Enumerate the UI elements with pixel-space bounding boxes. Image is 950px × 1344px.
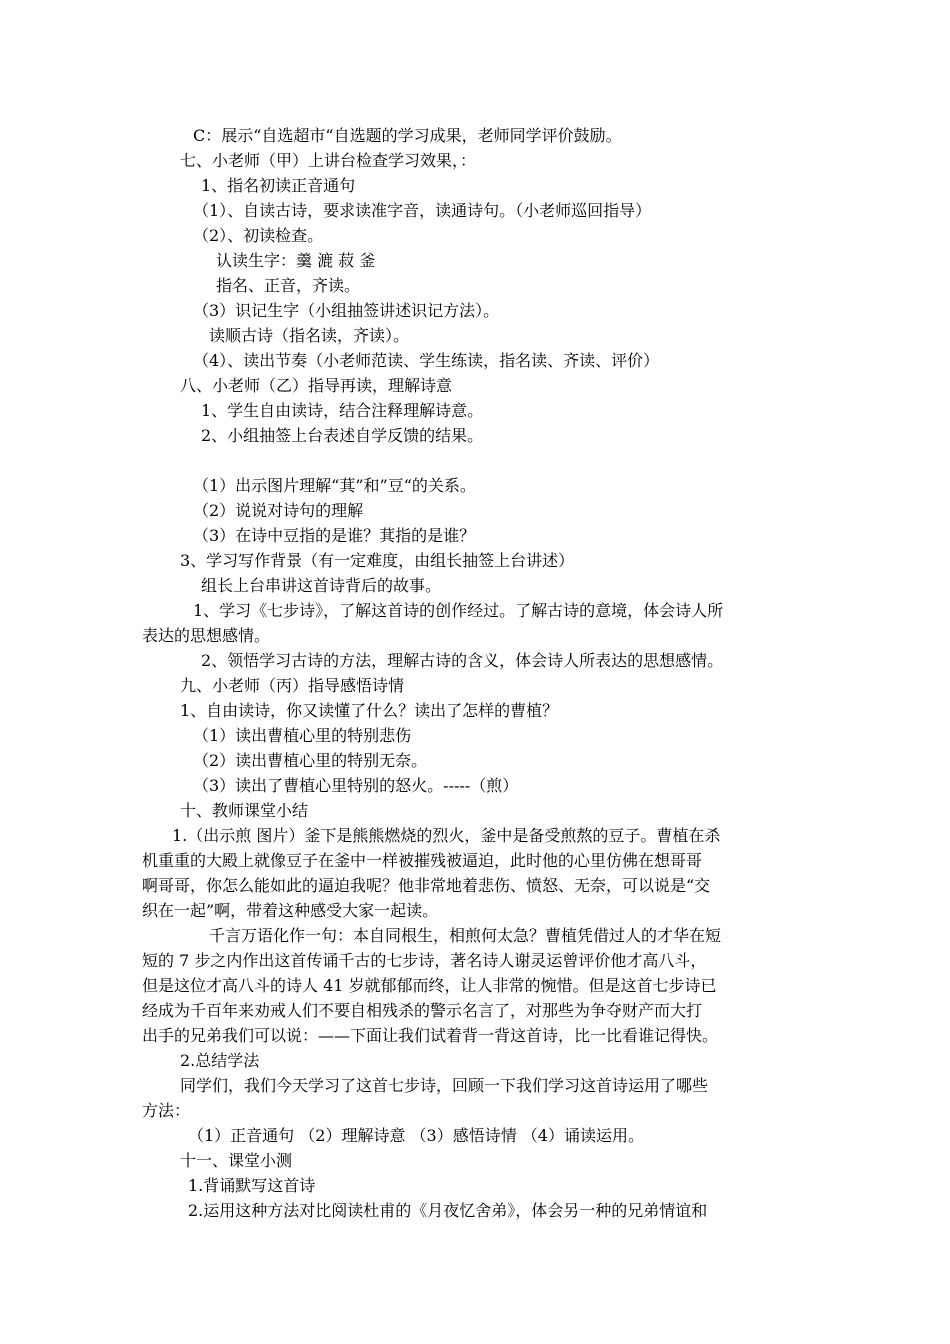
text-line: 1、学生自由读诗，结合注释理解诗意。 xyxy=(201,401,484,420)
text-line: 指名、正音，齐读。 xyxy=(216,276,361,295)
section-heading: 十、教师课堂小结 xyxy=(180,801,309,820)
text-line: 2、领悟学习古诗的方法，理解古诗的含义，体会诗人所表达的思想感情。 xyxy=(201,651,724,670)
text-line: 经成为千百年来劝戒人们不要自相残杀的警示名言了，对那些为争夺财产而大打 xyxy=(142,1001,703,1020)
text-line: 组长上台串讲这首诗背后的故事。 xyxy=(201,576,442,595)
text-line: （2）说说对诗句的理解 xyxy=(193,501,364,520)
text-line: 读顺古诗（指名读，齐读）。 xyxy=(209,326,410,345)
text-line: C：展示“自选超市“自选题的学习成果，老师同学评价鼓励。 xyxy=(193,126,622,145)
section-heading: 九、小老师（丙）指导感悟诗情 xyxy=(180,676,405,695)
text-line: 机重重的大殿上就像豆子在釜中一样被摧残被逼迫，此时他的心里仿佛在想哥哥 xyxy=(142,851,703,870)
text-line: 方法： xyxy=(142,1101,191,1120)
text-line: 出手的兄弟我们可以说：——下面让我们试着背一背这首诗，比一比看谁记得快。 xyxy=(142,1026,719,1045)
text-line: 千言万语化作一句：本自同根生，相煎何太急？曹植凭借过人的才华在短 xyxy=(209,926,722,945)
text-line: （1）读出曹植心里的特别悲伤 xyxy=(193,726,412,745)
text-line: 1.背诵默写这首诗 xyxy=(188,1176,316,1195)
text-line: （3）识记生字（小组抽签讲述识记方法）。 xyxy=(193,301,500,320)
text-line: 2.运用这种方法对比阅读杜甫的《月夜忆舍弟》，体会另一种的兄弟情谊和 xyxy=(188,1201,708,1220)
text-line: （1）、自读古诗，要求读准字音，读通诗句。（小老师巡回指导） xyxy=(193,201,652,220)
text-line: 3、学习写作背景（有一定难度，由组长抽签上台讲述） xyxy=(180,551,575,570)
text-line: （3）在诗中豆指的是谁？萁指的是谁？ xyxy=(193,526,476,545)
text-line: 啊哥哥，你怎么能如此的逼迫我呢？他非常地着悲伤、愤怒、无奈，可以说是“交 xyxy=(142,876,711,895)
text-line: 同学们，我们今天学习了这首七步诗，回顾一下我们学习这首诗运用了哪些 xyxy=(180,1076,709,1095)
section-heading: 八、小老师（乙）指导再读，理解诗意 xyxy=(180,376,453,395)
text-line: 1、学习《七步诗》，了解这首诗的创作经过。了解古诗的意境，体会诗人所 xyxy=(193,601,724,620)
section-heading: 十一、课堂小测 xyxy=(180,1151,293,1170)
text-line: 1、自由读诗，你又读懂了什么？读出了怎样的曹植？ xyxy=(180,701,559,720)
text-line: 2、小组抽签上台表述自学反馈的结果。 xyxy=(201,426,484,445)
text-line: 织在一起”啊，带着这种感受大家一起读。 xyxy=(142,901,439,920)
text-line: （1）正音通句 （2）理解诗意 （3）感悟诗情 （4）诵读运用。 xyxy=(188,1126,644,1145)
text-line: （3）读出了曹植心里特别的怒火。-----（煎） xyxy=(193,776,519,795)
text-line: 但是这位才高八斗的诗人 41 岁就郁郁而终，让人非常的惋惜。但是这首七步诗已 xyxy=(142,976,717,995)
text-line: （4）、读出节奏（小老师范读、学生练读，指名读、齐读、评价） xyxy=(193,351,660,370)
text-line: 短的 7 步之内作出这首传诵千古的七步诗，著名诗人谢灵运曾评价他才高八斗， xyxy=(142,951,707,970)
text-line: （1）出示图片理解“萁”和”豆“的关系。 xyxy=(193,476,476,495)
text-line: 1.（出示煎 图片）釜下是熊熊燃烧的烈火，釜中是备受煎熬的豆子。曹植在杀 xyxy=(172,826,721,845)
text-line: 2.总结学法 xyxy=(180,1051,260,1070)
text-line: 1、指名初读正音通句 xyxy=(201,176,356,195)
text-line: （2）读出曹植心里的特别无奈。 xyxy=(193,751,428,770)
section-heading: 七、小老师（甲）上讲台检查学习效果，： xyxy=(180,151,477,170)
text-line: 表达的思想感情。 xyxy=(142,626,271,645)
text-line: （2）、初读检查。 xyxy=(193,226,324,245)
text-line: 认读生字：羹 漉 菽 釜 xyxy=(216,251,376,270)
